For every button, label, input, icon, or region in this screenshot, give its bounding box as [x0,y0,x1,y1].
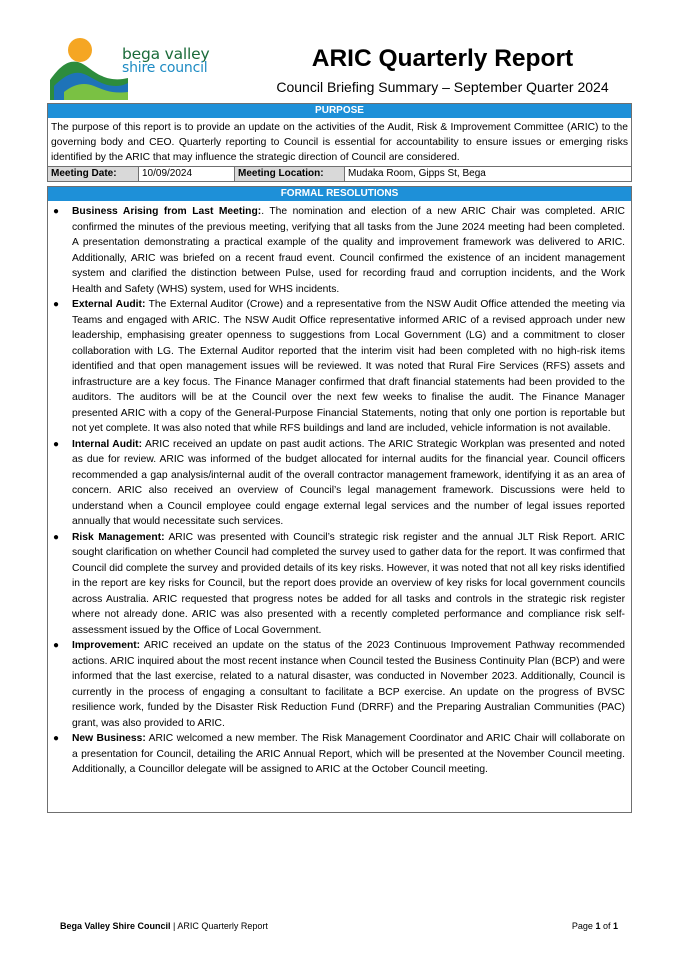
resolution-text: ARIC was presented with Council’s strategic risk register and the annual JLT Risk Report. ARIC sought clarification on whether Council had completed the survey used to gather data for the report. It was confirmed that Council did complete the survey and provided details of its key risks. However, it was noted that not all key risks identified in the report are key risks for Council, but the report does provide an overview of key risks for local government councils across Australia. ARIC requested that progress notes be added for all tasks and controls in the strategic risk register where not already done. ARIC was also presented with a recently completed performance and compliance risk self-assessment issued by the Office of Local Government. [72,531,625,636]
logo-text-line2: shire council [122,60,208,76]
resolution-item [53,530,625,639]
bullet-icon: ● [53,531,60,543]
council-logo [50,36,230,100]
resolution-item [53,731,626,778]
page-current: 1 [595,921,601,931]
footer-page-number [572,921,618,931]
resolution-item [53,437,625,530]
meeting-location-value: Mudaka Room, Gipps St, Bega [348,168,486,179]
bullet-icon: ● [53,640,60,651]
purpose-heading: PURPOSE [48,104,631,118]
resolutions-list [48,201,631,778]
bullet-icon: ● [53,206,60,217]
meeting-date-label: Meeting Date: [48,167,139,181]
meeting-details-row [48,166,631,181]
bullet-icon: ● [53,299,60,310]
resolution-item [53,638,625,731]
resolution-item [53,297,625,437]
resolution-heading: Internal Audit: [72,438,143,450]
meeting-date-value: 10/09/2024 [139,167,235,181]
resolution-heading: Risk Management: [72,531,165,543]
page-of: of [600,921,613,931]
resolution-heading: Improvement: [72,640,141,651]
hills-logo-icon [50,36,128,100]
bullet-icon: ● [53,438,60,450]
page-total: 1 [612,921,618,931]
meeting-location-label: Meeting Location: [235,167,345,181]
footer-org: Bega Valley Shire Council [60,921,171,931]
report-subtitle: Council Briefing Summary – September Quarter 2024 [276,79,609,95]
page-prefix: Page [571,921,596,931]
purpose-text: The purpose of this report is to provide an update on the activities of the Audit, Risk & Improvement Committee (ARIC) to the governing body and CEO. Quarterly reporting to Council is essential for accountability to ensure issues or emerging risks identified by the ARIC that may influence the strategic direction of Council are considered. [51,122,628,163]
resolution-text: The External Auditor (Crowe) and a representative from the NSW Audit Office attended the meeting via Teams and engaged with ARIC. The NSW Audit Office representative informed ARIC of a revised approach under new leadership, emphasising greater openness to suggestions from Local Government (LG) and a commitment to closer collaboration with LG. The External Auditor reported that the interim visit had been completed with no high-risk items identified and that open management issues will be reviewed. It was noted that Rural Fire Services (RFS) assets and infrastructure are a key focus. The Finance Manager confirmed that draft financial statements had been provided to the auditors. The auditors will be at the Council over the next few weeks to finalise the audit. The Finance Manager presented ARIC with a copy of the General-Purpose Financial Statements, noting that only one portion is reportable but not yet complete. It was also noted that while RFS buildings and land are included, vehicle information is not available. [72,299,625,434]
bullet-icon: ● [53,733,60,744]
report-title: ARIC Quarterly Report [311,45,574,72]
formal-resolutions-section [47,186,632,813]
resolution-text: ARIC received an update on the status of the 2023 Continuous Improvement Pathway recommended actions. ARIC inquired about the most recent instance when Council tested the Business Continuity Plan (BCP) and were informed that the last exercise, related to a natural disaster, was conducted in November 2023. Additionally, Council is currently in the process of engaging a consultant to facilitate a BCP exercise. An update on the progress of BVSC resilience work, funded by the Disaster Risk Reduction Fund (DRRF) and the Preparing Australian Communities (PAC) grant, was also provided to ARIC. [72,640,625,729]
purpose-section [47,103,632,182]
resolution-text: ARIC received an update on past audit actions. The ARIC Strategic Workplan was presented and noted as due for review. ARIC was informed of the budget allocated for internal audits for the financial year. Council officers recommended a gap analysis/internal audit of the overall contractor management framework, identifying it as an area of concern. ARIC also received an overview of Council’s legal management framework. Discussions were held to understand when a Council employee could engage external legal services and the number of legal issues reported annually that would necessitate such services. [72,438,625,527]
resolution-text: . The nomination and election of a new ARIC Chair was completed. ARIC confirmed the minutes of the previous meeting, verifying that all tasks from the June 2024 meeting had been completed. A presentation demonstrating a practical example of the quality and improvement framework was delivered to ARIC. Additionally, ARIC was briefed on a recent fraud event. Council confirmed the existence of an incident management system and clarified the distinction between Pulse, used for recording fraud and corruption incidents, and the Work Health and Safety (WHS) system, used for WHS incidents. [72,206,625,295]
resolution-heading: Business Arising from Last Meeting: [72,206,262,217]
logo-text-line1: bega valley [122,45,210,63]
resolution-heading: New Business: [72,733,146,744]
footer-left [60,921,268,931]
resolution-heading: External Audit: [72,299,146,310]
resolution-text: ARIC welcomed a new member. The Risk Management Coordinator and ARIC Chair will collaborate on a presentation for Council, detailing the ARIC Annual Report, which will be presented at the November Council meeting. Additionally, a Councillor delegate will be assigned to ARIC at the October Council meeting. [72,733,626,775]
resolutions-heading: FORMAL RESOLUTIONS [48,187,631,201]
footer-doc-name: | ARIC Quarterly Report [170,921,268,931]
resolution-item [53,204,625,297]
